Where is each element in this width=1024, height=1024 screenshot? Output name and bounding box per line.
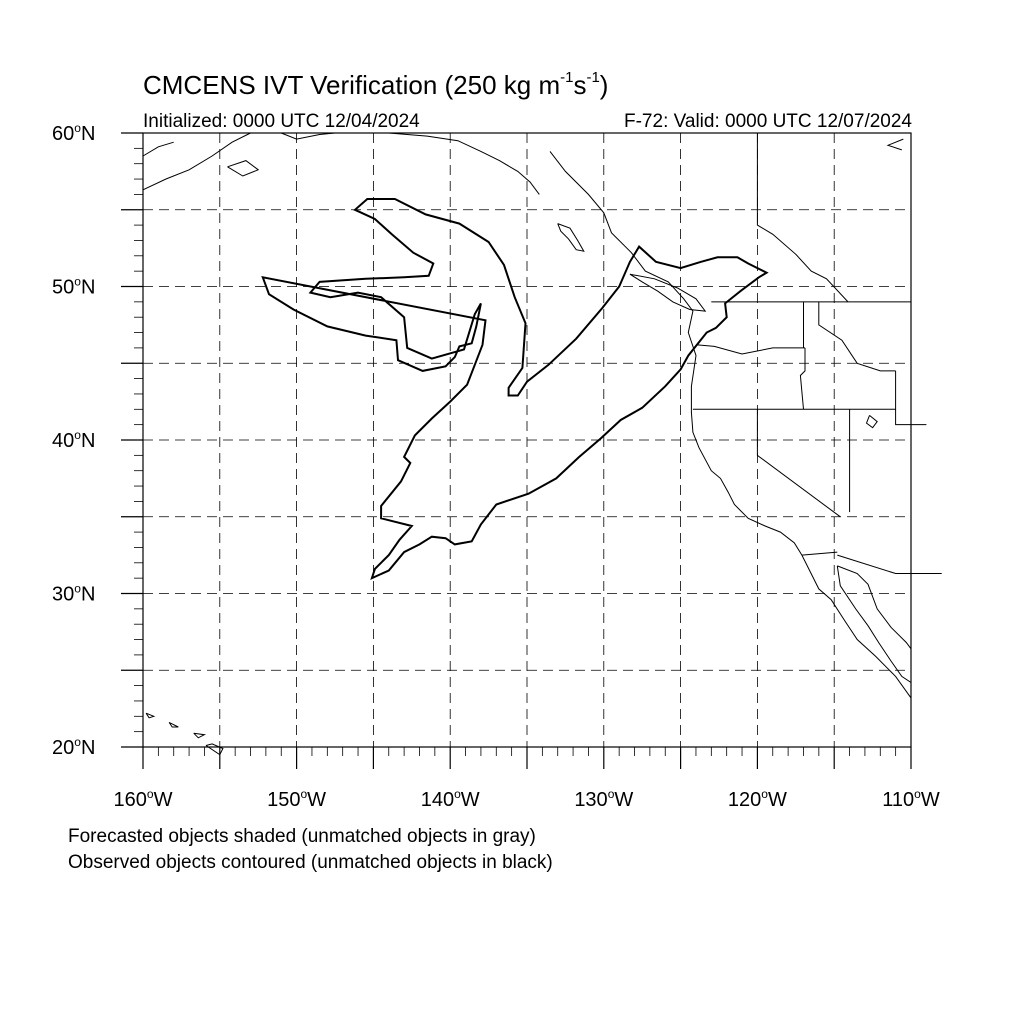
note-forecast: Forecasted objects shaded (unmatched objects in gray) [68,826,536,847]
title-text-end: ) [599,70,609,100]
coastline-segment [888,139,903,150]
axis-labels [52,121,940,811]
coastline-segment [146,713,154,718]
coastline-segment [802,552,837,555]
lon-tick-label: 120$^o$W [727,787,787,811]
lon-tick-label: 160$^o$W [113,787,173,811]
coastline-segment [281,133,335,139]
lon-tick-label: 130$^o$W [574,787,634,811]
coastline-segment [837,566,911,649]
coastline-segment [696,345,805,354]
axis-ticks [121,133,911,769]
lon-tick-label: 110$^o$W [882,787,940,811]
lat-tick-label: 60$^o$N [52,121,96,145]
lat-tick-label: 20$^o$N [52,735,96,759]
coastline-segment [169,722,178,727]
coastline-segment [757,409,840,517]
note-observed: Observed objects contoured (unmatched objects in black) [68,852,553,873]
coastline-segment [837,566,911,683]
lon-tick-label: 150$^o$W [267,787,327,811]
title-superscript-2: -1 [586,69,600,87]
lat-tick-label: 40$^o$N [52,428,96,452]
coastline-segment [867,415,878,427]
title-text-mid: s [573,70,587,100]
lat-tick-label: 50$^o$N [52,274,96,299]
coastline-segment [228,161,259,176]
coastline-segment [837,555,941,573]
coastline-segment [194,733,205,738]
coastline-segment [630,274,705,311]
lat-tick-label: 30$^o$N [52,581,96,606]
coastline-segment [800,348,805,409]
coastline-segment [143,142,174,156]
initialized-label: Initialized: 0000 UTC 12/04/2024 [143,111,420,132]
coastline-segment [143,133,251,190]
coastline-segment [819,302,896,371]
grid-lines [143,133,911,747]
title-superscript-1: -1 [560,69,574,87]
coastlines [143,133,942,755]
title-text: CMCENS IVT Verification (250 kg m [143,70,561,100]
coastline-segment [558,224,584,252]
valid-label: F-72: Valid: 0000 UTC 12/07/2024 [624,111,912,132]
lon-tick-label: 140$^o$W [420,787,480,811]
coastline-segment [366,133,540,194]
